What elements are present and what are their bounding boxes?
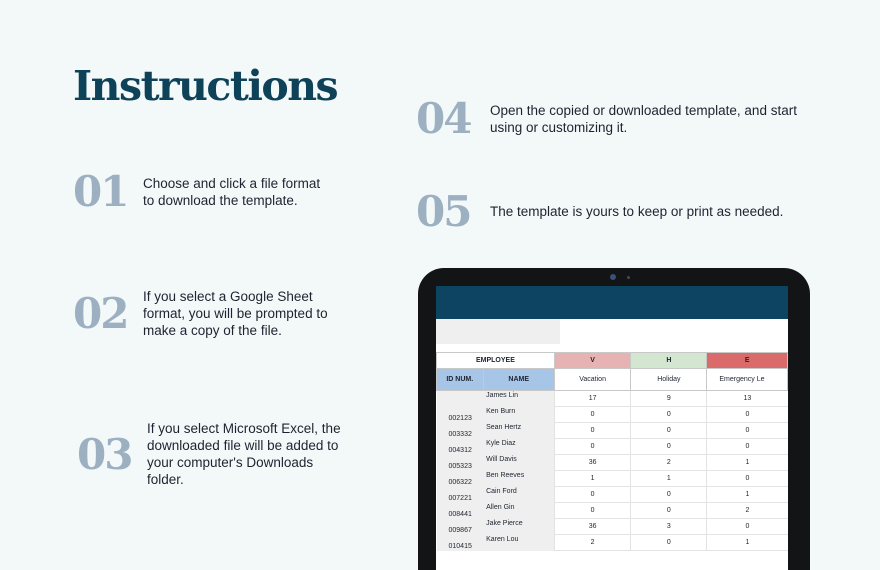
step-text: Choose and click a file format to download the template. [143,175,321,208]
name-cell: Ben Reeves [483,471,554,487]
table-row [437,391,788,407]
id-cell: 010415 [437,535,484,551]
step-number: 05 [416,187,471,236]
vacation-cell: 36 [554,455,631,471]
holiday-cell: 9 [631,391,707,407]
step-number: 04 [416,94,471,143]
code-header-h: H [631,353,707,369]
name-header: NAME [483,369,554,391]
id-num-header: ID NUM. [437,369,484,391]
vacation-cell: 36 [554,519,631,535]
name-cell: Ken Burn [483,407,554,423]
sheet-header-bar [436,286,788,319]
table-row [437,487,788,503]
page-title: Instructions [73,62,338,110]
emergency-cell: 1 [707,487,788,503]
emergency-cell: 0 [707,519,788,535]
employee-header: EMPLOYEE [437,353,555,369]
sheet-blank-area [436,319,560,344]
vacation-cell: 0 [554,503,631,519]
code-header-v: V [554,353,631,369]
holiday-cell: 3 [631,519,707,535]
step-02 [73,288,333,339]
step-03 [77,420,347,488]
id-cell: 006322 [437,471,484,487]
step-number: 03 [77,429,132,479]
table-row [437,455,788,471]
name-cell: Will Davis [483,455,554,471]
holiday-label: Holiday [631,369,707,391]
name-cell: Kyle Diaz [483,439,554,455]
name-cell: Allen Gin [483,503,554,519]
id-cell: 009867 [437,519,484,535]
holiday-cell: 0 [631,487,707,503]
emergency-cell: 0 [707,407,788,423]
step-05 [416,187,800,236]
table-row [437,471,788,487]
step-number: 02 [73,289,128,338]
holiday-cell: 0 [631,503,707,519]
table-row [437,503,788,519]
vacation-cell: 2 [554,535,631,551]
name-cell: Jake Pierce [483,519,554,535]
step-number: 01 [73,167,128,216]
id-cell: 003332 [437,423,484,439]
holiday-cell: 1 [631,471,707,487]
emergency-cell: 13 [707,391,788,407]
step-04 [416,94,800,143]
name-cell: Cain Ford [483,487,554,503]
name-cell: Sean Hertz [483,423,554,439]
vacation-cell: 0 [554,439,631,455]
table-row [437,519,788,535]
emergency-cell: 1 [707,455,788,471]
table-row [437,423,788,439]
tablet-mockup [418,268,810,570]
step-01 [73,167,333,216]
holiday-cell: 0 [631,407,707,423]
emergency-cell: 2 [707,503,788,519]
leave-table [436,352,788,551]
tablet-screen [436,286,788,570]
emergency-label: Emergency Le [707,369,788,391]
vacation-cell: 0 [554,407,631,423]
holiday-cell: 0 [631,535,707,551]
step-text: Open the copied or downloaded template, and start using or customizing it. [490,102,797,135]
emergency-cell: 0 [707,423,788,439]
id-cell [437,391,484,407]
vacation-label: Vacation [554,369,631,391]
id-cell: 004312 [437,439,484,455]
emergency-cell: 0 [707,439,788,455]
sensor-icon [627,276,630,279]
vacation-cell: 17 [554,391,631,407]
name-cell: James Lin [483,391,554,407]
vacation-cell: 0 [554,423,631,439]
emergency-cell: 0 [707,471,788,487]
id-cell: 005323 [437,455,484,471]
step-text: If you select Microsoft Excel, the downloaded file will be added to your computer's Downloads folder. [147,421,341,487]
holiday-cell: 2 [631,455,707,471]
id-cell: 002123 [437,407,484,423]
table-row [437,407,788,423]
holiday-cell: 0 [631,439,707,455]
id-cell: 007221 [437,487,484,503]
vacation-cell: 1 [554,471,631,487]
table-row [437,439,788,455]
step-text: The template is yours to keep or print as needed. [490,204,784,219]
name-cell: Karen Lou [483,535,554,551]
holiday-cell: 0 [631,423,707,439]
code-header-e: E [707,353,788,369]
table-row [437,535,788,551]
id-cell: 008441 [437,503,484,519]
step-text: If you select a Google Sheet format, you will be prompted to make a copy of the file. [143,289,328,338]
camera-icon [610,274,616,280]
emergency-cell: 1 [707,535,788,551]
vacation-cell: 0 [554,487,631,503]
